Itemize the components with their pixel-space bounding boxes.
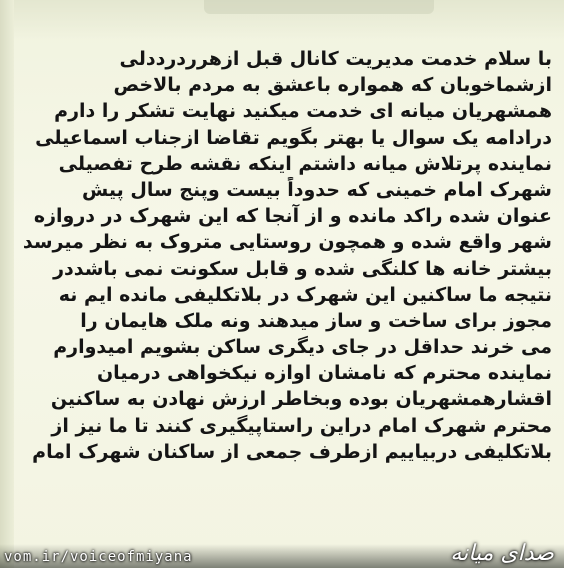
message-line: بلاتکلیفی دربیاییم ازطرف جمعی از ساکنان شهرک امام — [32, 440, 552, 463]
message-line: با سلام خدمت مدیریت کانال قبل ازهرردرددلی — [119, 48, 552, 70]
message-line: بیشتر خانه ها کلنگی شده و قابل سکونت نمی باشددر — [53, 257, 552, 280]
message-line: محترم شهرک امام دراین راستاپیگیری کنند تا ما نیز از — [51, 414, 552, 437]
message-line: اقشارهمشهریان بوده وبخاطر ارزش نهادن به ساکنین — [50, 388, 552, 411]
message-line: عنوان شده راکد مانده و از آنجا که این شهرک در دروازه — [33, 205, 552, 228]
watermark-url: vom.ir/voiceofmiyana — [4, 549, 193, 565]
message-line: همشهریان میانه ای خدمت میکنید نهایت تشکر را دارم — [54, 100, 552, 123]
watermark-bar — [0, 541, 564, 568]
message-bubble — [22, 46, 552, 546]
message-text — [22, 46, 552, 465]
message-line: نماینده پرتلاش میانه داشتم اینکه نقشه طرح تفصیلی — [58, 152, 552, 175]
left-edge-strip — [0, 0, 14, 568]
message-line: درادامه یک سوال یا بهتر بگویم تقاضا ازجناب اسماعیلی — [35, 126, 552, 149]
message-line: نتیجه ما ساکنین این شهرک در بلاتکلیفی مانده ایم نه — [58, 283, 552, 306]
message-line: ازشماخوبان که همواره باعشق به مردم بالاخص — [113, 74, 552, 97]
message-line: شهرک امام خمینی که حدوداً بیست وپنج سال پیش — [81, 178, 552, 201]
watermark-logo: صدای میانه — [450, 541, 554, 566]
top-faded-text-area — [204, 0, 434, 14]
message-line: می خرند حداقل در جای دیگری ساکن بشویم امیدوارم — [53, 336, 552, 359]
message-line: نماینده محترم که نامشان اوازه نیکخواهی درمیان — [96, 362, 552, 385]
message-line: شهر واقع شده و همچون روستایی متروک به نظر میرسد — [22, 231, 552, 254]
message-line: مجوز برای ساخت و ساز میدهند ونه ملک هایمان را — [80, 309, 552, 332]
